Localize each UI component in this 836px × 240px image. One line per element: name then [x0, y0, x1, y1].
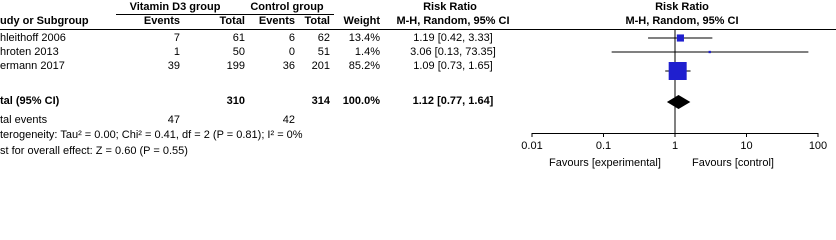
events1-cell: 39 — [167, 60, 180, 72]
total-events2-cell: 42 — [282, 114, 295, 126]
overall-effect-text: st for overall effect: Z = 0.60 (P = 0.55) — [0, 145, 188, 157]
weight-cell: 1.4% — [354, 46, 380, 58]
total1-cell: 61 — [232, 32, 245, 44]
events1-cell: 7 — [173, 32, 180, 44]
total1-cell: 310 — [226, 95, 245, 107]
study-point — [677, 34, 684, 41]
total2-cell: 62 — [317, 32, 330, 44]
total-events1-cell: 47 — [167, 114, 180, 126]
rr-title-right: Risk Ratio — [655, 1, 709, 13]
favours-right-label: Favours [control] — [692, 157, 774, 169]
total2-cell: 314 — [311, 95, 330, 107]
col-study: udy or Subgroup — [0, 15, 89, 27]
study-point — [709, 51, 711, 53]
total-ci-cell: 1.12 [0.77, 1.64] — [412, 95, 494, 107]
col-weight: Weight — [343, 15, 380, 27]
pooled-diamond — [667, 95, 690, 109]
total1-cell: 50 — [232, 46, 245, 58]
total1-cell: 199 — [226, 60, 245, 72]
col-events1: Events — [143, 15, 180, 27]
weight-cell: 85.2% — [348, 60, 380, 72]
group2-header: Control group — [250, 1, 324, 13]
rr-title-left: Risk Ratio — [423, 1, 477, 13]
total-label: tal (95% CI) — [0, 95, 60, 107]
total2-cell: 201 — [311, 60, 330, 72]
favours-left-label: Favours [experimental] — [549, 157, 661, 169]
x-tick-label: 10 — [740, 140, 753, 152]
ci-cell: 1.19 [0.42, 3.33] — [413, 32, 493, 44]
study-name: ermann 2017 — [0, 60, 65, 72]
x-tick-label: 0.1 — [595, 140, 612, 152]
events2-cell: 0 — [288, 46, 295, 58]
study-name: hroten 2013 — [0, 46, 59, 58]
weight-cell: 13.4% — [348, 32, 380, 44]
col-total1: Total — [219, 15, 245, 27]
heterogeneity-text: terogeneity: Tau² = 0.00; Chi² = 0.41, df = 2 (P = 0.81); I² = 0% — [0, 129, 303, 141]
total-weight-cell: 100.0% — [342, 95, 380, 107]
events2-cell: 6 — [288, 32, 295, 44]
col-events2: Events — [258, 15, 295, 27]
events2-cell: 36 — [282, 60, 295, 72]
x-tick-label: 0.01 — [521, 140, 543, 152]
total2-cell: 51 — [317, 46, 330, 58]
col-total2: Total — [304, 15, 330, 27]
x-tick-label: 100 — [808, 140, 828, 152]
total-events-label: tal events — [0, 114, 48, 126]
ci-cell: 1.09 [0.73, 1.65] — [413, 60, 493, 72]
events1-cell: 1 — [173, 46, 180, 58]
study-point — [669, 62, 687, 80]
group1-header: Vitamin D3 group — [129, 1, 221, 13]
ci-cell: 3.06 [0.13, 73.35] — [410, 46, 496, 58]
x-tick-label: 1 — [671, 140, 679, 152]
col-ci-right: M-H, Random, 95% CI — [625, 15, 739, 27]
col-ci-left: M-H, Random, 95% CI — [396, 15, 510, 27]
study-name: hleithoff 2006 — [0, 32, 66, 44]
